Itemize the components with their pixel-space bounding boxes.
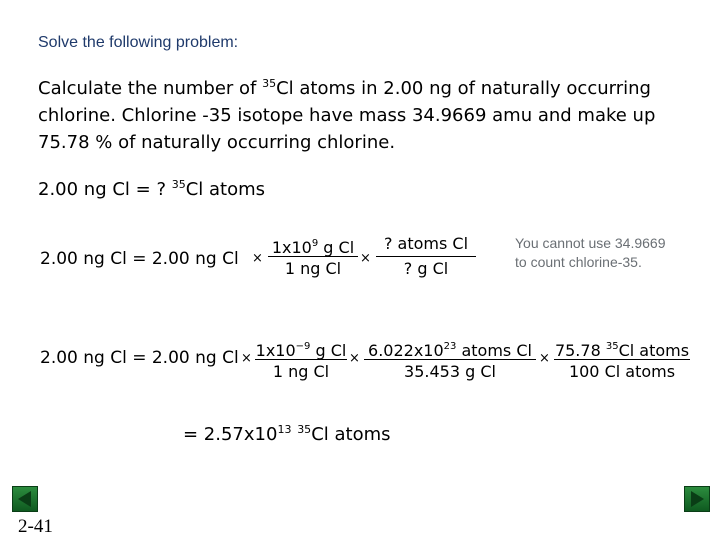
- fraction-denominator: ? g Cl: [403, 259, 449, 278]
- isotope-superscript: 35: [262, 77, 277, 90]
- num-text-a: 75.78: [554, 341, 606, 360]
- slide-heading: [38, 34, 238, 52]
- setup-text-a: 2.00 ng Cl = ?: [38, 179, 172, 200]
- num-exponent: −9: [295, 341, 311, 352]
- fraction-avogadro: [364, 336, 536, 383]
- times-sign: ×: [360, 251, 371, 266]
- next-slide-button[interactable]: [684, 486, 710, 512]
- times-sign: ×: [539, 351, 550, 366]
- fraction-abundance: [554, 336, 690, 383]
- num-text-a: 1x10: [271, 238, 312, 257]
- fraction-numerator: ? atoms Cl: [383, 234, 469, 253]
- problem-line-1: [38, 70, 655, 102]
- num-exponent: 23: [443, 341, 457, 352]
- result-text-a: = 2.57x10: [183, 424, 278, 445]
- first-attempt-lhs: 2.00 ng Cl = 2.00 ng Cl: [40, 249, 239, 269]
- note-callout: [515, 234, 666, 272]
- times-sign: ×: [252, 251, 263, 266]
- solution-lhs: 2.00 ng Cl = 2.00 ng Cl: [40, 348, 239, 368]
- result-line: [183, 423, 391, 445]
- note-line-1: You cannot use 34.9669: [515, 235, 666, 251]
- num-text-b: Cl atoms: [618, 341, 690, 360]
- fraction-denominator: 1 ng Cl: [272, 362, 330, 381]
- note-line-2: to count chlorine-35.: [515, 254, 642, 270]
- heading-text: Solve the following problem: [38, 34, 234, 51]
- fraction-ng-to-g: [255, 336, 347, 383]
- problem-line-2: chlorine. Chlorine -35 isotope have mass 34.9669 amu and make up: [38, 105, 656, 126]
- fraction-numerator: [255, 336, 347, 358]
- num-exponent: 9: [311, 238, 319, 249]
- triangle-right-icon: [685, 487, 709, 511]
- fraction-numerator: [554, 336, 690, 358]
- fraction-g-to-atoms: [376, 233, 476, 280]
- times-sign: ×: [349, 351, 360, 366]
- setup-text-b: Cl atoms: [185, 179, 266, 200]
- fraction-numerator: [268, 233, 358, 255]
- setup-superscript: 35: [171, 178, 186, 191]
- problem-line-1-text-b: Cl atoms in 2.00 ng of naturally occurring: [276, 78, 651, 99]
- fraction-denominator: 35.453 g Cl: [404, 362, 496, 381]
- num-superscript: 35: [605, 341, 619, 352]
- num-text-b: g Cl: [310, 341, 347, 360]
- slide-number: 2-41: [18, 516, 53, 537]
- problem-line-1-text-a: Calculate the number of: [38, 78, 263, 99]
- fraction-denominator: 1 ng Cl: [284, 259, 342, 278]
- problem-line-3: 75.78 % of naturally occurring chlorine.: [38, 132, 396, 153]
- result-text-b: Cl atoms: [311, 424, 391, 445]
- result-exponent: 13: [277, 423, 292, 436]
- num-text-a: 1x10: [255, 341, 296, 360]
- num-text-a: 6.022x10: [368, 341, 444, 360]
- setup-equation: [38, 178, 265, 200]
- fraction-denominator: 100 Cl atoms: [568, 362, 676, 381]
- previous-slide-button[interactable]: [12, 486, 38, 512]
- num-text-b: g Cl: [318, 238, 355, 257]
- result-superscript: 35: [297, 423, 312, 436]
- fraction-ng-to-g: [268, 233, 358, 280]
- num-text-b: atoms Cl: [456, 341, 532, 360]
- problem-statement: [38, 70, 655, 156]
- fraction-numerator: [364, 336, 536, 358]
- fraction-bar: [376, 256, 476, 257]
- triangle-left-icon: [13, 487, 37, 511]
- times-sign: ×: [241, 351, 252, 366]
- heading-colon: :: [233, 34, 239, 51]
